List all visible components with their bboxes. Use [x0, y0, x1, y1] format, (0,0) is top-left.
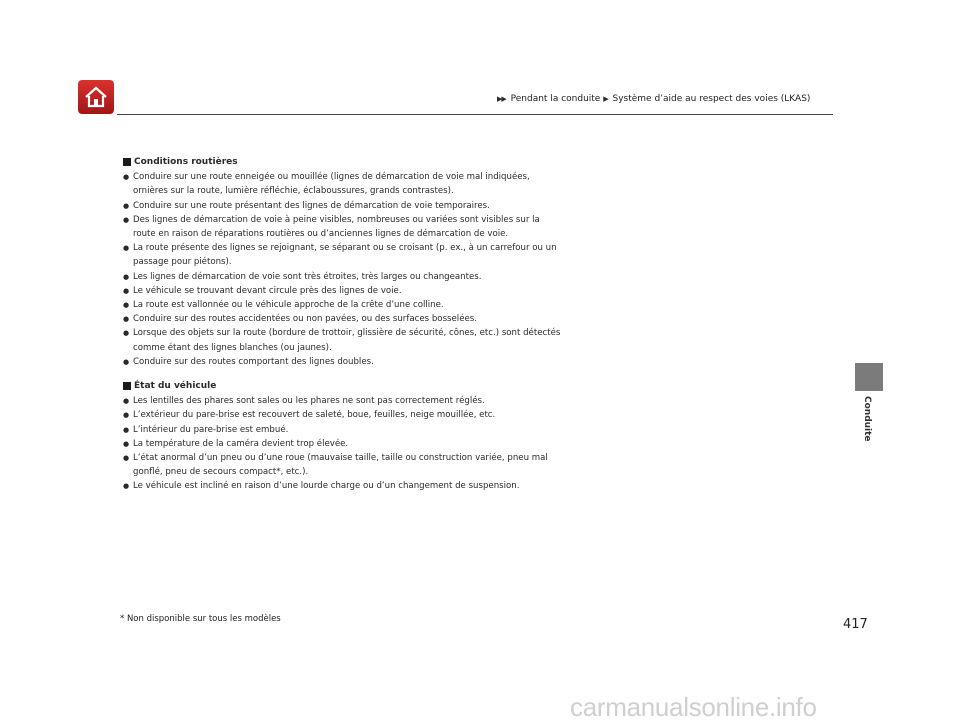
- breadcrumb-arrow-icon: ▶: [603, 95, 608, 103]
- list-item: ● La température de la caméra devient trop élevée.: [123, 437, 563, 451]
- list-item: ● Les lignes de démarcation de voie sont très étroites, très larges ou changeantes.: [123, 270, 563, 284]
- list-item: ● Lorsque des objets sur la route (bordure de trottoir, glissière de sécurité, cônes, etc.) sont détectés comme étant des lignes blanches (ou jaunes).: [123, 326, 563, 354]
- section-gap: [123, 369, 563, 379]
- list-item: ● L’intérieur du pare-brise est embué.: [123, 423, 563, 437]
- list-item: ● Conduire sur des routes comportant des lignes doubles.: [123, 355, 563, 369]
- footnote: * Non disponible sur tous les modèles: [120, 614, 281, 624]
- side-tab-marker[interactable]: [855, 363, 883, 391]
- list-item: ● Conduire sur des routes accidentées ou non pavées, ou des surfaces bosselées.: [123, 312, 563, 326]
- breadcrumb-arrow-icon: ▶▶: [497, 95, 506, 103]
- home-button[interactable]: [78, 80, 114, 114]
- list-item: ● La route est vallonnée ou le véhicule approche de la crête d’une colline.: [123, 298, 563, 312]
- section-title-vehicle-condition: [123, 379, 563, 393]
- list-item: ● L’extérieur du pare-brise est recouvert de saleté, boue, feuilles, neige mouillée, etc.: [123, 408, 563, 422]
- breadcrumb-item-lkas[interactable]: Système d’aide au respect des voies (LKAS): [612, 94, 811, 104]
- main-content: [123, 155, 563, 494]
- breadcrumb: [497, 94, 810, 104]
- list-item: ● Des lignes de démarcation de voie à peine visibles, nombreuses ou variées sont visibles sur la route en raison de réparations routières ou d’anciennes lignes de démarcation de voie.: [123, 213, 563, 241]
- list-item: ● Le véhicule se trouvant devant circule près des lignes de voie.: [123, 284, 563, 298]
- list-item: ● Le véhicule est incliné en raison d’une lourde charge ou d’un changement de suspension.: [123, 479, 563, 493]
- list-item: ● L’état anormal d’un pneu ou d’une roue (mauvaise taille, taille ou construction variée, pneu mal gonflé, pneu de secours compact*, etc.).: [123, 451, 563, 479]
- section-title-text: État du véhicule: [134, 381, 217, 392]
- square-bullet-icon: [123, 158, 131, 166]
- breadcrumb-item-driving[interactable]: Pendant la conduite: [510, 94, 601, 104]
- watermark: carmanualsonline.info: [570, 692, 817, 722]
- section-title-text: Conditions routières: [134, 157, 238, 167]
- list-item: ● Conduire sur une route enneigée ou mouillée (lignes de démarcation de voie mal indiquées, ornières sur la route, lumière réfléchie, éclaboussures, grands contrastes).: [123, 170, 563, 198]
- side-tab-label: Conduite: [862, 396, 872, 442]
- list-item: ● Les lentilles des phares sont sales ou les phares ne sont pas correctement réglés.: [123, 394, 563, 408]
- page-number: 417: [843, 617, 868, 632]
- list-item: ● La route présente des lignes se rejoignant, se séparant ou se croisant (p. ex., à un carrefour ou un passage pour piétons).: [123, 241, 563, 269]
- home-icon: [83, 85, 109, 109]
- list-item: ● Conduire sur une route présentant des lignes de démarcation de voie temporaires.: [123, 199, 563, 213]
- section-title-road-conditions: [123, 155, 563, 169]
- square-bullet-icon: [123, 382, 131, 390]
- header-divider: [117, 114, 833, 115]
